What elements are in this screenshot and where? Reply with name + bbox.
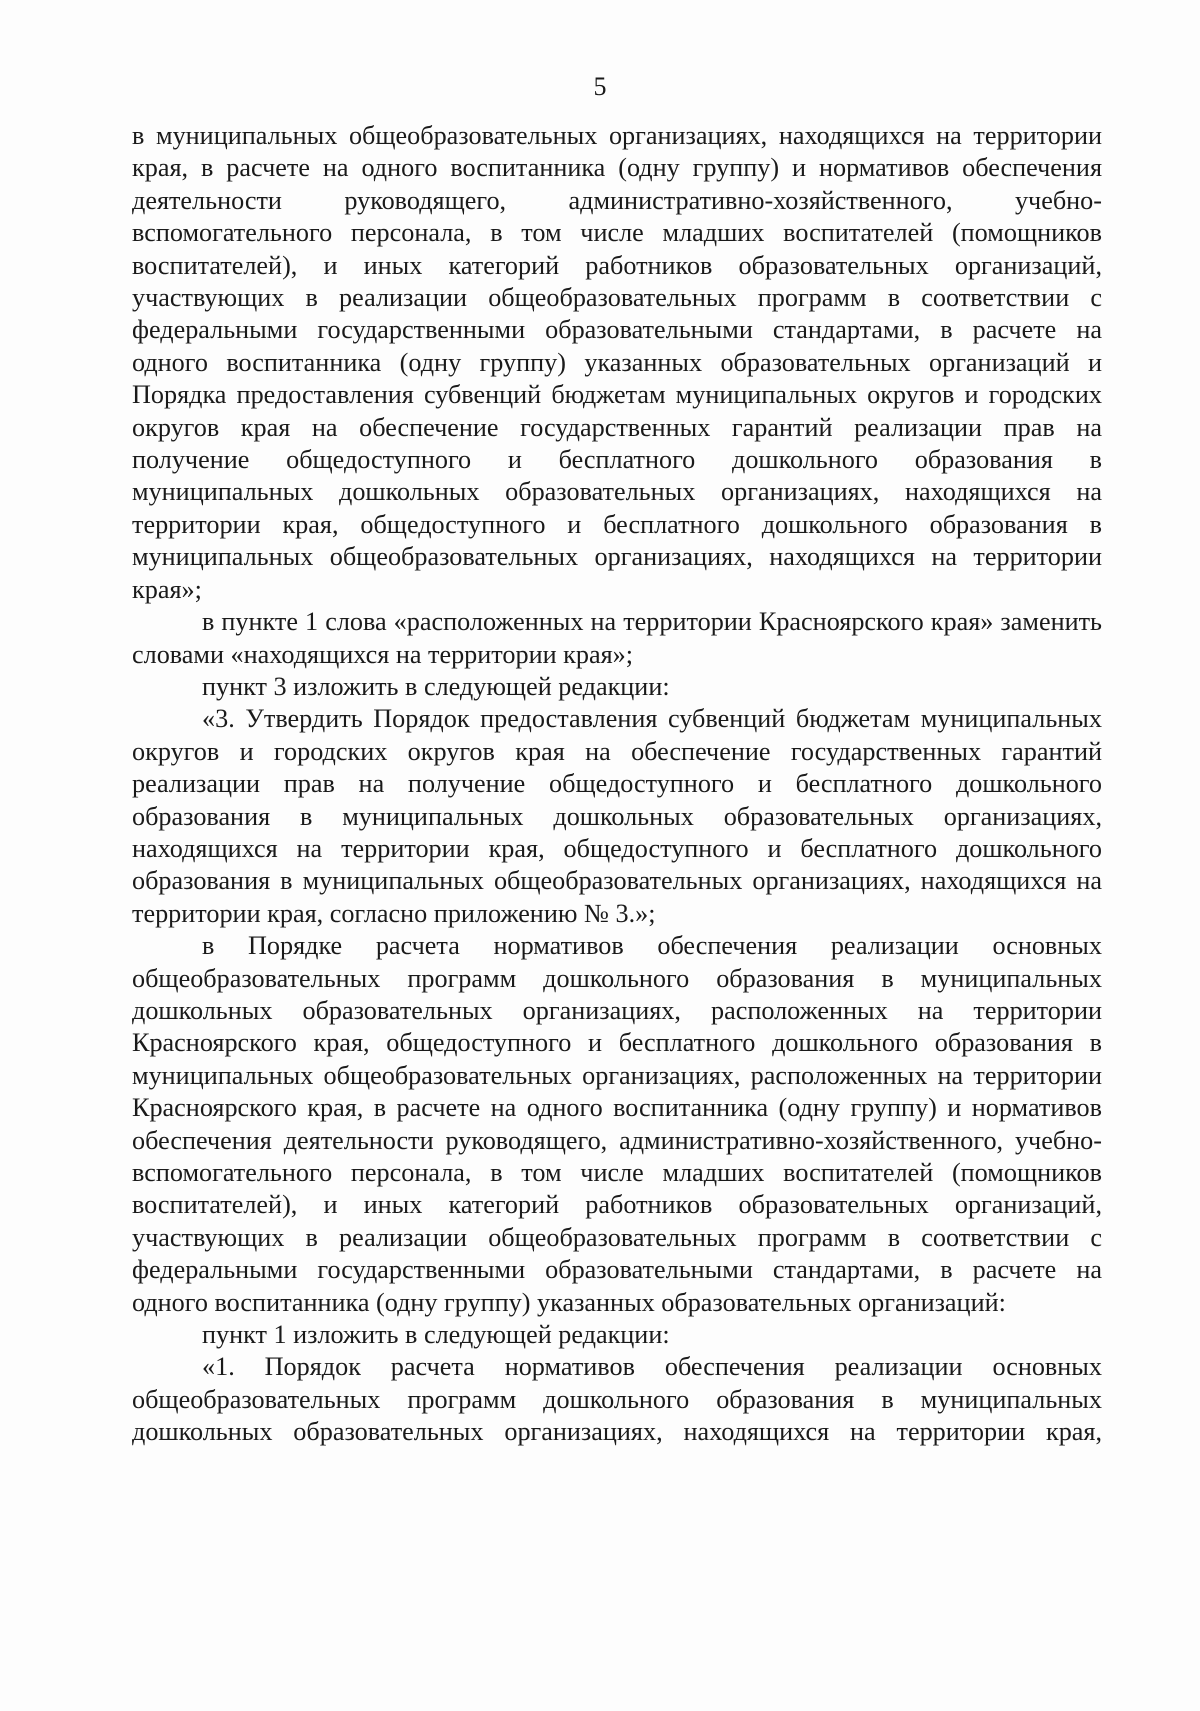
paragraph-7-line-1: «1. Порядок расчета нормативов обеспечения реализации основных xyxy=(202,1352,1102,1382)
document-body xyxy=(132,120,1102,1449)
paragraph-7-line-2: общеобразовательных программ дошкольного образования в муниципальных xyxy=(132,1384,1102,1414)
paragraph-6: пункт 1 изложить в следующей редакции: xyxy=(202,1320,670,1350)
paragraph-2: в пункте 1 слова «расположенных на территории Красноярского края» заменить словами «находящихся на территории края»; xyxy=(132,607,1102,669)
page-number: 5 xyxy=(593,72,607,101)
paragraph-3: пункт 3 изложить в следующей редакции: xyxy=(202,671,670,701)
paragraph-7-line-3: дошкольных образовательных организациях, находящихся на территории края, xyxy=(132,1417,1102,1447)
paragraph-5: в Порядке расчета нормативов обеспечения реализации основных общеобразовательных программ дошкольного образования в муниципальных дошкольных образовательных организациях, расположенных на территории Красноярского края, общедоступного и бесплатного дошкольного образования в муниципальных общеобразовательных организациях, расположенных на территории Красноярского края, в расчете на одного воспитанника (одну группу) и нормативов обеспечения деятельности руководящего, административно-хозяйственного, учебно-вспомогательного персонала, в том числе младших воспитателей (помощников воспитателей), и иных категорий работников образовательных организаций, участвующих в реализации общеобразовательных программ в соответствии с федеральными государственными образовательными стандартами, в расчете на одного воспитанника (одну группу) указанных образовательных организаций: xyxy=(132,931,1102,1317)
paragraph-4: «3. Утвердить Порядок предоставления субвенций бюджетам муниципальных округов и городских округов края на обеспечение государственных гарантий реализации прав на получение общедоступного и бесплатного дошкольного образования в муниципальных дошкольных образовательных организациях, находящихся на территории края, общедоступного и бесплатного дошкольного образования в муниципальных общеобразовательных организациях, находящихся на территории края, согласно приложению № 3.»; xyxy=(132,704,1102,928)
paragraph-1: в муниципальных общеобразовательных организациях, находящихся на территории края, в расчете на одного воспитанника (одну группу) и нормативов обеспечения деятельности руководящего, административно-хозяйственного, учебно-вспомогательного персонала, в том числе младших воспитателей (помощников воспитателей), и иных категорий работников образовательных организаций, участвующих в реализации общеобразовательных программ в соответствии с федеральными государственными образовательными стандартами, в расчете на одного воспитанника (одну группу) указанных образовательных организаций и Порядка предоставления субвенций бюджетам муниципальных округов и городских округов края на обеспечение государственных гарантий реализации прав на получение общедоступного и бесплатного дошкольного образования в муниципальных дошкольных образовательных организациях, находящихся на территории края, общедоступного и бесплатного дошкольного образования в муниципальных общеобразовательных организациях, находящихся на территории края»; xyxy=(132,121,1102,604)
